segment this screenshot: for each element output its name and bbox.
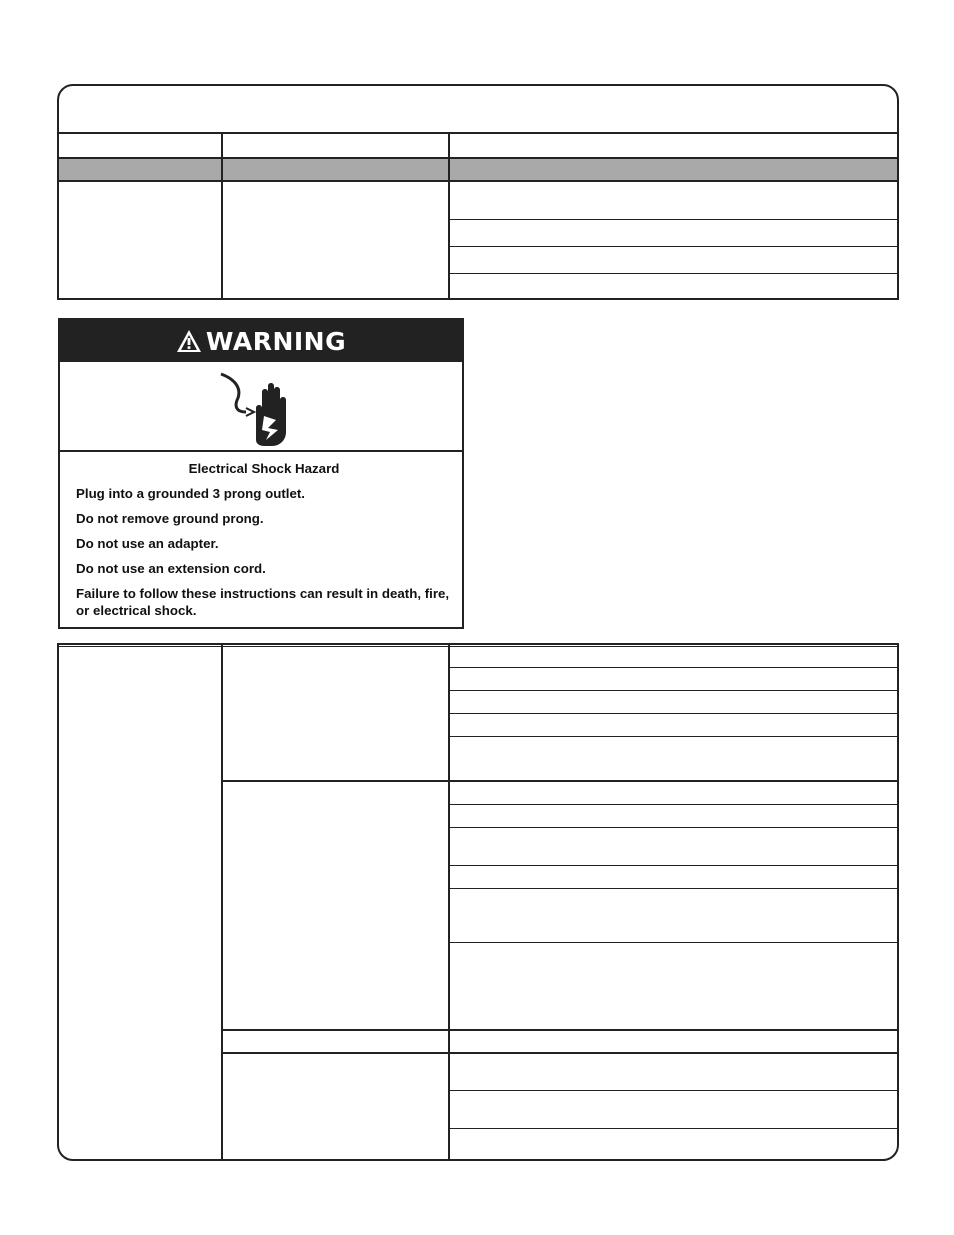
bottom-table-cause-divider [222, 1029, 899, 1031]
top-table-section-row [59, 158, 897, 180]
bottom-table-cause-divider [222, 780, 899, 782]
top-table-header-divider [57, 132, 899, 134]
warning-heading: WARNING [205, 326, 347, 356]
bottom-table-row-divider [449, 736, 899, 737]
bottom-table-row-divider [449, 804, 899, 805]
warning-instruction: Plug into a grounded 3 prong outlet. [76, 486, 305, 501]
warning-icon-panel [60, 362, 462, 452]
top-table-row-divider [449, 219, 899, 220]
top-table-col-divider-2 [448, 133, 450, 300]
warning-text-block [76, 460, 452, 627]
warning-instruction: Do not remove ground prong. [76, 511, 264, 526]
top-table-row-divider [449, 246, 899, 247]
electrical-shock-warning [58, 318, 464, 629]
warning-title [60, 320, 462, 362]
bottom-table-cause-divider [222, 1052, 899, 1054]
warning-triangle-icon [176, 329, 202, 353]
bottom-table-row-divider [449, 827, 899, 828]
bottom-table-col-divider-2 [448, 645, 450, 1159]
bottom-table-row-divider [449, 690, 899, 691]
top-table-col-divider-1 [221, 133, 223, 300]
bottom-table-col-divider-1 [221, 645, 223, 1159]
bottom-table-row-divider [449, 667, 899, 668]
top-table-section-bottom [57, 180, 899, 182]
warning-consequence: Failure to follow these instructions can result in death, fire, or electrical shock. [76, 586, 450, 618]
bottom-table-row-divider [449, 942, 899, 943]
bottom-table-top-rule [57, 646, 899, 647]
warning-hazard-title: Electrical Shock Hazard [188, 461, 340, 476]
top-troubleshooting-table [57, 84, 899, 300]
bottom-troubleshooting-table [57, 643, 899, 1161]
bottom-table-row-divider [449, 713, 899, 714]
warning-instruction: Do not use an adapter. [76, 536, 219, 551]
top-table-row-divider [449, 273, 899, 274]
warning-instruction: Do not use an extension cord. [76, 561, 266, 576]
bottom-table-row-divider [449, 1090, 899, 1091]
top-table-section-top [57, 157, 899, 159]
bottom-table-row-divider [449, 865, 899, 866]
bottom-table-row-divider [449, 888, 899, 889]
electrical-shock-hand-icon [218, 368, 308, 450]
bottom-table-row-divider [449, 1128, 899, 1129]
